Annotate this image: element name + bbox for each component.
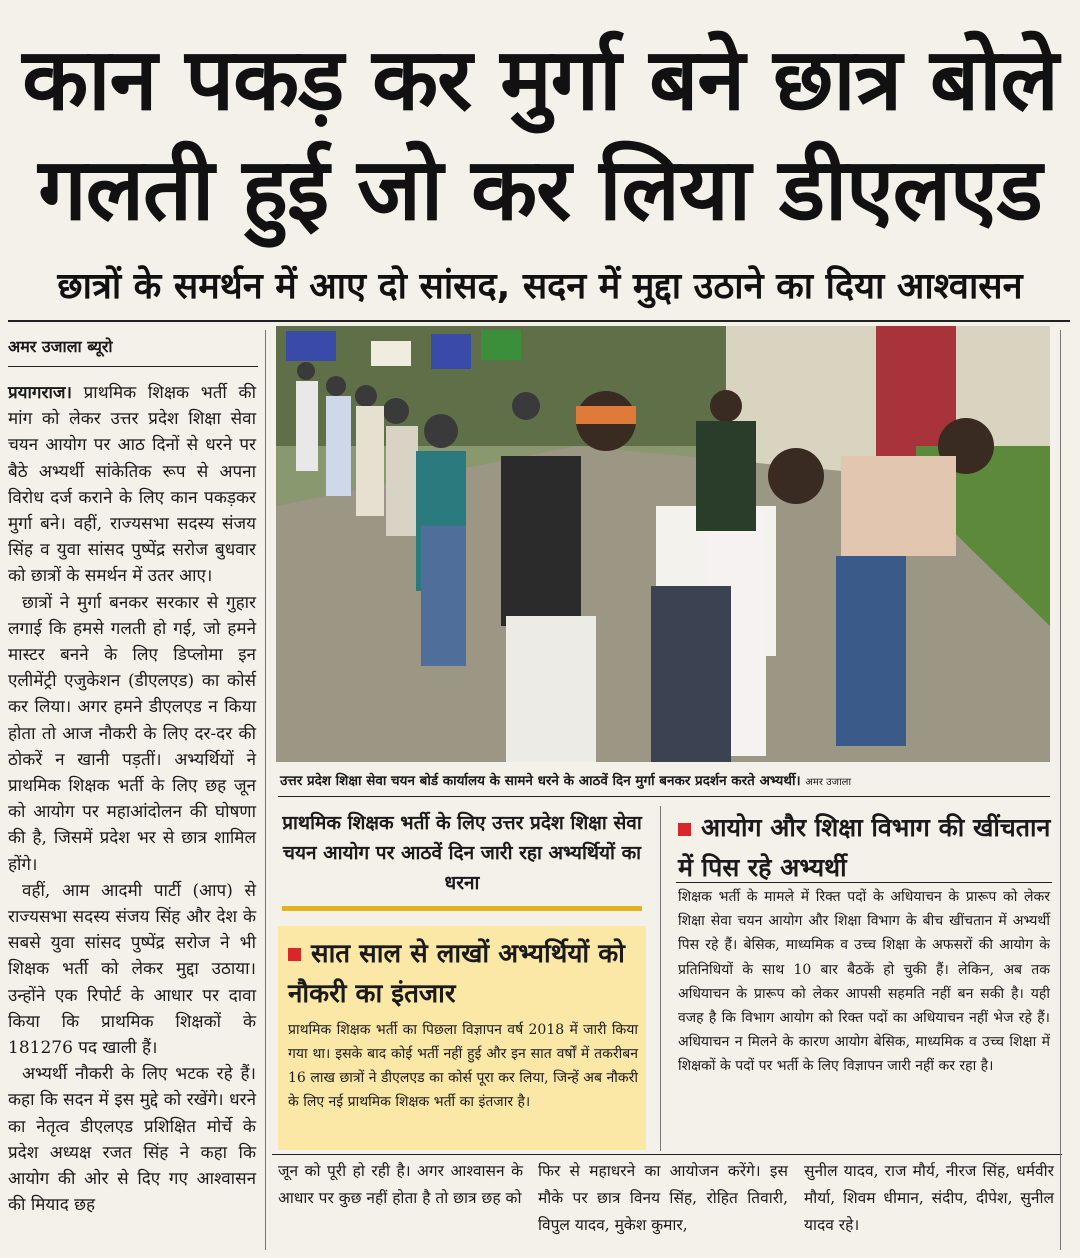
headline-line-1: कान पकड़ कर मुर्गा बने छात्र बोले bbox=[22, 30, 1058, 130]
bottom-rule bbox=[272, 1154, 1062, 1155]
side-story-rule bbox=[676, 882, 1052, 883]
red-square-bullet-icon bbox=[288, 948, 301, 961]
continuation-column-3: फिर से महाधरने का आयोजन करेंगे। इस मौके पर छात्र विनय सिंह, रोहित तिवारी, विपुल यादव, मुकेश कुमार, bbox=[538, 1162, 788, 1234]
dateline: प्रयागराज। bbox=[8, 383, 72, 403]
pull-quote-bar bbox=[282, 906, 642, 911]
subheadline: छात्रों के समर्थन में आए दो सांसद, सदन में मुद्दा उठाने का दिया आश्वासन bbox=[57, 266, 1023, 307]
side-story-heading: आयोग और शिक्षा विभाग की खींचतान में पिस रहे अभ्यर्थी bbox=[678, 813, 1051, 882]
main-story-paragraph-3: वहीं, आम आदमी पार्टी (आप) से राज्यसभा सदस्य संजय सिंह और देश के सबसे युवा सांसद पुष्पेंद्र सरोज ने भी शिक्षक भर्ती को लेकर मुद्दा उठाया। उन्होंने एक रिपोर्ट के आधार पर दावा किया कि प्राथमिक शिक्षकों के 181276 पद खाली हैं। bbox=[8, 880, 256, 1059]
continuation-column-2: जून को पूरी हो रही है। अगर आश्वासन के आधार पर कुछ नहीं होता है तो छात्र छह को bbox=[278, 1162, 523, 1207]
protest-photo-illustration bbox=[276, 326, 1050, 762]
protest-photo bbox=[276, 326, 1050, 762]
box-story-text: प्राथमिक शिक्षक भर्ती का पिछला विज्ञापन वर्ष 2018 में जारी किया गया था। इसके बाद कोई भर्ती नहीं हुई और इन सात वर्षों में तकरीबन 16 लाख छात्रों ने डीएलएड का कोर्स पूरा कर लिया, जिन्हें अब नौकरी के लिए नई प्राथमिक शिक्षक भर्ती का इंतजार है। bbox=[288, 1022, 638, 1110]
column-divider bbox=[265, 330, 266, 1250]
side-story-text: शिक्षक भर्ती के मामले में रिक्त पदों के अधियाचन के प्रारूप को लेकर शिक्षा सेवा चयन आयोग और शिक्षा विभाग के बीच खींचतान में अभ्यर्थी पिस रहे हैं। बेसिक, माध्यमिक व उच्च शिक्षा के अफसरों की आयोग के प्रतिनिधियों के साथ 10 बार बैठकें हो चुकी हैं। लेकिन, अब तक अधियाचन के प्रारूप को लेकर आपसी सहमति नहीं बन सकी है। यही वजह है कि विभाग आयोग को रिक्त पदों का अधियाचन नहीं भेज रहे हैं। अधियाचन न मिलने के कारण आयोग बेसिक, माध्यमिक व उच्च शिक्षा में शिक्षकों के पदों पर भर्ती के लिए विज्ञापन जारी नहीं कर रहा है। bbox=[678, 889, 1050, 1075]
top-rule bbox=[8, 320, 1070, 322]
pull-quote: प्राथमिक शिक्षक भर्ती के लिए उत्तर प्रदेश शिक्षा सेवा चयन आयोग पर आठवें दिन जारी रहा अभ्यर्थियों का धरना bbox=[282, 812, 642, 894]
main-story-paragraph-2: छात्रों ने मुर्गा बनकर सरकार से गुहार लगाई कि हमसे गलती हो गई, जो हमने मास्टर बनने के लिए डिप्लोमा इन एलीमेंट्री एजुकेशन (डीएलएड) का कोर्स कर लिया। अगर हमने डीएलएड न किया होता तो आज नौकरी के लिए दर-दर की ठोकरें न खानी पड़तीं। अभ्यर्थियों ने प्राथमिक शिक्षक भर्ती के लिए छह जून को आयोग पर महाआंदोलन की घोषणा की है, जिसमें प्रदेश भर से छात्र शामिल होंगे। bbox=[8, 592, 256, 875]
caption-rule bbox=[278, 796, 1050, 797]
headline-line-2: गलती हुई जो कर लिया डीएलएड bbox=[38, 140, 1042, 240]
continuation-column-4: सुनील यादव, राज मौर्य, नीरज सिंह, धर्मवीर मौर्या, शिवम धीमान, संदीप, दीपेश, सुनील यादव रहे। bbox=[804, 1162, 1054, 1234]
side-story-divider bbox=[660, 806, 661, 1151]
main-story-column bbox=[8, 380, 256, 1219]
right-edge-divider bbox=[1060, 330, 1061, 1250]
photo-credit: अमर उजाला bbox=[805, 777, 852, 788]
main-story-paragraph-1: प्रयागराज। प्राथमिक शिक्षक भर्ती की मांग को लेकर उत्तर प्रदेश शिक्षा सेवा चयन आयोग पर आठ दिनों से धरने पर बैठे अभ्यर्थी सांकेतिक रूप से अपना विरोध दर्ज कराने के लिए कान पकड़कर मुर्गा बने। वहीं, राज्यसभा सदस्य संजय सिंह व युवा सांसद पुष्पेंद्र सरोज बुधवार को छात्रों के समर्थन में उतर आए। bbox=[8, 383, 256, 587]
main-story-paragraph-4: अभ्यर्थी नौकरी के लिए भटक रहे हैं। कहा कि सदन में इस मुद्दे को रखेंगे। धरने का नेतृत्व डीएलएड प्रशिक्षित मोर्चे के प्रदेश अध्यक्ष रजत सिंह ने कहा कि आयोग की ओर से दिए गए आश्वासन की मियाद छह bbox=[8, 1064, 256, 1216]
box-story-heading: सात साल से लाखों अभ्यर्थियों को नौकरी का इंतजार bbox=[288, 939, 625, 1009]
photo-caption: उत्तर प्रदेश शिक्षा सेवा चयन बोर्ड कार्यालय के सामने धरने के आठवें दिन मुर्गा बनकर प्रदर्शन करते अभ्यर्थी। अमर उजाला bbox=[280, 773, 852, 789]
red-square-bullet-icon bbox=[678, 823, 691, 836]
byline-rule bbox=[8, 366, 258, 367]
byline: अमर उजाला ब्यूरो bbox=[8, 337, 113, 356]
